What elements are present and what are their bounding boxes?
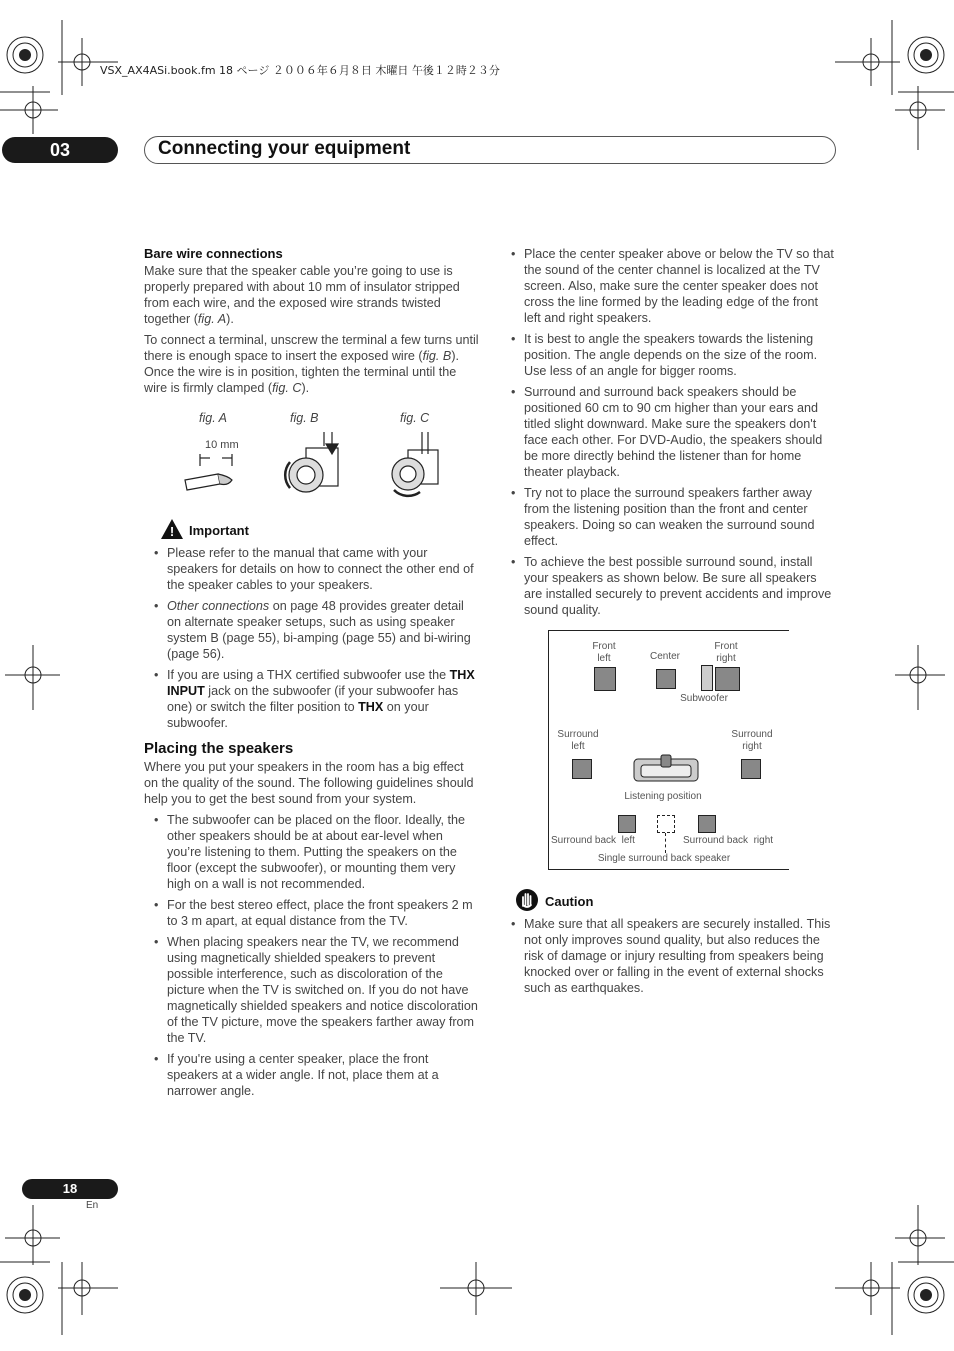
single-surround-back-speaker	[657, 815, 675, 833]
crop-header: VSX_AX4ASi.book.fm 18 ページ ２００６年６月８日 木曜日 午後１２時２３分	[100, 64, 500, 77]
page-number: 18	[22, 1179, 118, 1199]
surround-right-speaker	[741, 759, 761, 779]
label-front-left: Front left	[592, 641, 616, 664]
bare-wire-paragraph-2: To connect a terminal, unscrew the terminal a few turns until there is enough space to insert the exposed wire (fig. B). Once the wire is in position, tighten the terminal until the wire is firmly clamped (fig. C).	[144, 333, 479, 395]
placing-item-2: • For the best stereo effect, place the front speakers 2 m to 3 m apart, at equal distance from the TV.	[144, 897, 480, 929]
caution-hand-icon	[515, 888, 539, 912]
placing-heading: Placing the speakers	[144, 740, 294, 757]
right-item-2: • It is best to angle the speakers towards the listening position. The angle depends on the size of the room. Use less of an angle for bigger rooms.	[511, 331, 835, 379]
label-listening-position: Listening position	[624, 791, 702, 802]
caution-item: • Make sure that all speakers are securely installed. This not only improves sound quality, but also reduces the risk of damage or injury resulting from speakers being knocked over or falling in the event of external shocks such as earthquakes.	[511, 916, 835, 996]
center-speaker	[656, 669, 676, 689]
right-item-1: • Place the center speaker above or below the TV so that the sound of the center channel is localized at the TV screen. Also, make sure the center speaker does not cross the line formed by the leading edge of the front left and right speakers.	[511, 246, 835, 326]
placing-intro: Where you put your speakers in the room has a big effect on the quality of the sound. The following guidelines should help you to get the best sound from your system.	[144, 760, 474, 806]
fig-c-terminal-illustration	[386, 430, 446, 502]
caution-title: Caution	[545, 894, 594, 909]
subwoofer	[701, 665, 713, 691]
single-surround-back-leader	[665, 833, 666, 853]
important-item-3: • If you are using a THX certified subwoofer use the THX INPUT jack on the subwoofer (if your subwoofer has one) or switch the filter position to THX on your subwoofer.	[144, 667, 480, 731]
front-left-speaker	[594, 667, 616, 691]
left-column	[144, 246, 480, 401]
fig-c-label: fig. C	[400, 411, 430, 425]
front-right-speaker	[715, 667, 740, 691]
important-item-2: • Other connections on page 48 provides greater detail on alternate speaker setups, such as using speaker system B (page 55), bi-amping (page 55) and bi-wiring (page 56).	[144, 598, 480, 662]
chapter-number: 03	[2, 137, 118, 163]
label-center: Center	[649, 651, 680, 662]
fig-b-label: fig. B	[290, 411, 319, 425]
label-front-right: Front right	[714, 641, 738, 664]
important-notes	[144, 545, 480, 1104]
bare-wire-paragraph-1: Make sure that the speaker cable you’re going to use is properly prepared with about 10 mm of insulator stripped from each wire, and the exposed wire strands twisted together (fig. A).	[144, 264, 460, 326]
bare-wire-heading: Bare wire connections	[144, 246, 283, 261]
right-item-3: • Surround and surround back speakers should be positioned 60 cm to 90 cm higher than your ears and titled slight downward. Make sure the speakers don't face each other. For DVD-Audio, the speakers should be more directly behind the listener than for home theater playback.	[511, 384, 835, 480]
fig-b-terminal-illustration	[276, 430, 356, 502]
surround-back-left-speaker	[618, 815, 636, 833]
speaker-layout-diagram	[548, 630, 789, 870]
important-title: Important	[189, 523, 249, 538]
page-language: En	[86, 1200, 99, 1211]
surround-left-speaker	[572, 759, 592, 779]
label-surround-back-left: Surround back left	[551, 835, 635, 846]
label-subwoofer: Subwoofer	[680, 693, 728, 704]
important-item-1: • Please refer to the manual that came with your speakers for details on how to connect the other end of the speaker cables to your speakers.	[144, 545, 480, 593]
label-surround-back-right: Surround back right	[683, 835, 774, 846]
warning-icon	[160, 518, 184, 540]
fig-a-wire-illustration	[180, 450, 240, 495]
label-surround-left: Surround left	[557, 729, 599, 752]
label-surround-right: Surround right	[731, 729, 773, 752]
right-item-4: • Try not to place the surround speakers farther away from the listening position than the front and center speakers. Doing so can weaken the surround sound effect.	[511, 485, 835, 549]
right-item-5: • To achieve the best possible surround sound, install your speakers as shown below. Be sure all speakers are installed securely to prevent accidents and improve sound quality.	[511, 554, 835, 618]
fig-a-dimension: 10 mm	[205, 439, 239, 451]
sofa-icon	[631, 751, 701, 787]
placing-item-1: • The subwoofer can be placed on the floor. Ideally, the other speakers should be at about ear-level when you’re listening to them. Putting the speakers on the floor (except the subwoofer), or mounting them very high on a wall is not recommended.	[144, 812, 480, 892]
right-column	[511, 246, 835, 623]
surround-back-right-speaker	[698, 815, 716, 833]
label-single-surround-back: Single surround back speaker	[597, 853, 731, 864]
svg-text:!: !	[169, 524, 175, 539]
fig-a-label: fig. A	[199, 411, 228, 425]
caution-notes	[511, 916, 835, 1001]
placing-item-3: • When placing speakers near the TV, we recommend using magnetically shielded speakers to prevent possible interference, such as discoloration of the picture when the TV is switched on. If you do not have magnetically shielded speakers and notice discoloration of the TV picture, move the speakers farther away from the TV.	[144, 934, 480, 1046]
chapter-title: Connecting your equipment	[158, 138, 411, 159]
placing-item-4: • If you're using a center speaker, place the front speakers at a wider angle. If not, place them at a narrower angle.	[144, 1051, 480, 1099]
